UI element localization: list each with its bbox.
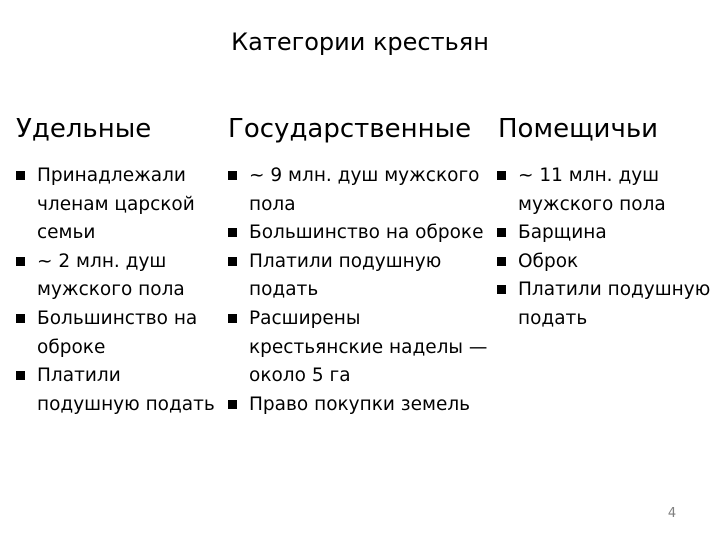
list-item-text: Расширены крестьянские наделы —около 5 га bbox=[249, 307, 488, 387]
list-item-text: Оброк bbox=[518, 250, 579, 272]
list-item-text: Право покупки земель bbox=[249, 393, 471, 415]
list-item bbox=[497, 219, 713, 248]
square-bullet-icon bbox=[16, 371, 25, 380]
column-header: Помещичьи bbox=[498, 114, 659, 144]
list-item bbox=[497, 162, 713, 219]
list-item bbox=[228, 248, 498, 305]
bullet-list bbox=[16, 162, 221, 419]
list-item bbox=[228, 305, 498, 391]
square-bullet-icon bbox=[228, 400, 237, 409]
list-item bbox=[16, 248, 221, 305]
list-item-text: Большинство на оброке bbox=[37, 307, 198, 358]
column-header: Государственные bbox=[228, 114, 472, 144]
square-bullet-icon bbox=[497, 257, 506, 266]
column-gosudarstvennye bbox=[228, 112, 498, 419]
page-number: 4 bbox=[667, 506, 677, 521]
bullet-list bbox=[497, 162, 713, 334]
square-bullet-icon bbox=[228, 171, 237, 180]
list-item-text: Большинство на оброке bbox=[249, 222, 484, 244]
list-item-text: ~ 2 млн. душ мужского пола bbox=[37, 250, 185, 301]
list-item-text: Платили подушную подать bbox=[37, 365, 215, 415]
square-bullet-icon bbox=[16, 257, 25, 266]
list-item-text: Принадлежали членам царской семьи bbox=[37, 165, 195, 244]
list-item-text: Барщина bbox=[518, 222, 607, 244]
list-item bbox=[497, 276, 713, 333]
list-item bbox=[228, 219, 498, 248]
list-item bbox=[497, 248, 713, 277]
slide-title: Категории крестьян bbox=[231, 28, 489, 56]
square-bullet-icon bbox=[497, 228, 506, 237]
column-udelnye bbox=[16, 112, 221, 419]
bullet-list bbox=[228, 162, 498, 419]
list-item bbox=[228, 162, 498, 219]
list-item-text: ~ 9 млн. душ мужского пола bbox=[249, 165, 480, 215]
column-pomeshchichi bbox=[497, 112, 713, 334]
list-item-text: Платили подушную подать bbox=[249, 250, 442, 301]
square-bullet-icon bbox=[497, 171, 506, 180]
list-item bbox=[16, 305, 221, 362]
square-bullet-icon bbox=[16, 314, 25, 323]
list-item-text: Платили подушную подать bbox=[518, 279, 711, 329]
square-bullet-icon bbox=[16, 171, 25, 180]
square-bullet-icon bbox=[497, 285, 506, 294]
square-bullet-icon bbox=[228, 228, 237, 237]
square-bullet-icon bbox=[228, 314, 237, 323]
list-item bbox=[16, 162, 221, 248]
list-item bbox=[16, 362, 221, 419]
list-item bbox=[228, 391, 498, 420]
square-bullet-icon bbox=[228, 257, 237, 266]
list-item-text: ~ 11 млн. душ мужского пола bbox=[518, 165, 666, 215]
column-header: Удельные bbox=[16, 114, 152, 144]
